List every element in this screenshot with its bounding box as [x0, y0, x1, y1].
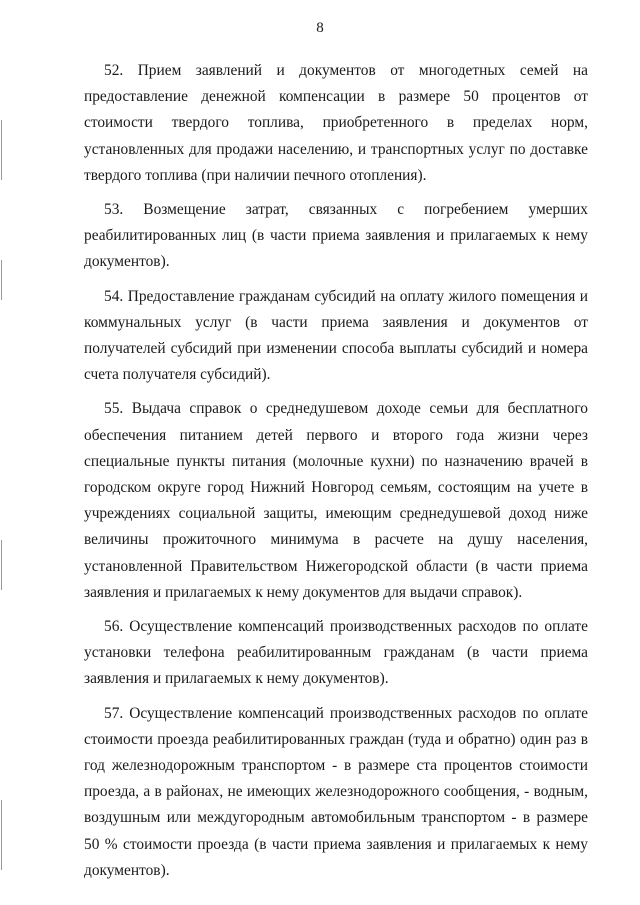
paragraph-53: 53. Возмещение затрат, связанных с погребением умерших реабилитированных лиц (в части приема заявления и прилагаемых к нему документов).: [84, 201, 588, 271]
scan-edge-mark: [1, 260, 2, 300]
scan-edge-mark: [1, 120, 2, 180]
paragraph-57: 57. Осуществление компенсаций производственных расходов по оплате стоимости проезда реабилитированных граждан (туда и обратно) один раз в год железнодорожным транспортом - в размере ста процентов стоимости проезда, а в районах, не имеющих железнодорожного сообщения, - водным, воздушным или междугородным автомобильным транспортом - в размере 50 % стоимости проезда (в части приема заявления и прилагаемых к нему документов).: [84, 704, 588, 879]
scan-edge-mark: [1, 540, 2, 590]
paragraph-56: 56. Осуществление компенсаций производственных расходов по оплате установки телефона реабилитированным гражданам (в части приема заявления и прилагаемых к нему документов).: [84, 618, 588, 688]
document-body: [84, 58, 588, 892]
scan-edge-mark: [1, 800, 2, 870]
paragraph-54: 54. Предоставление гражданам субсидий на оплату жилого помещения и коммунальных услуг (в части приема заявления и документов от получателей субсидий при изменении способа выплаты субсидий и номера счета получателя субсидий).: [84, 287, 588, 384]
page-number: 8: [316, 20, 324, 36]
paragraph-52: 52. Прием заявлений и документов от многодетных семей на предоставление денежной компенсации в размере 50 процентов от стоимости твердого топлива, приобретенного в пределах норм, установленных для продажи населению, и транспортных услуг по доставке твердого топлива (при наличии печного отопления).: [84, 62, 588, 184]
paragraph-55: 55. Выдача справок о среднедушевом доходе семьи для бесплатного обеспечения питанием детей первого и второго года жизни через специальные пункты питания (молочные кухни) по назначению врачей в городском округе город Нижний Новгород семьям, состоящим на учете в учреждениях социальной защиты, имеющим среднедушевой доход ниже величины прожиточного минимума в расчете на душу населения, установленной Правительством Нижегородской области (в части приема заявления и прилагаемых к нему документов для выдачи справок).: [84, 400, 588, 601]
